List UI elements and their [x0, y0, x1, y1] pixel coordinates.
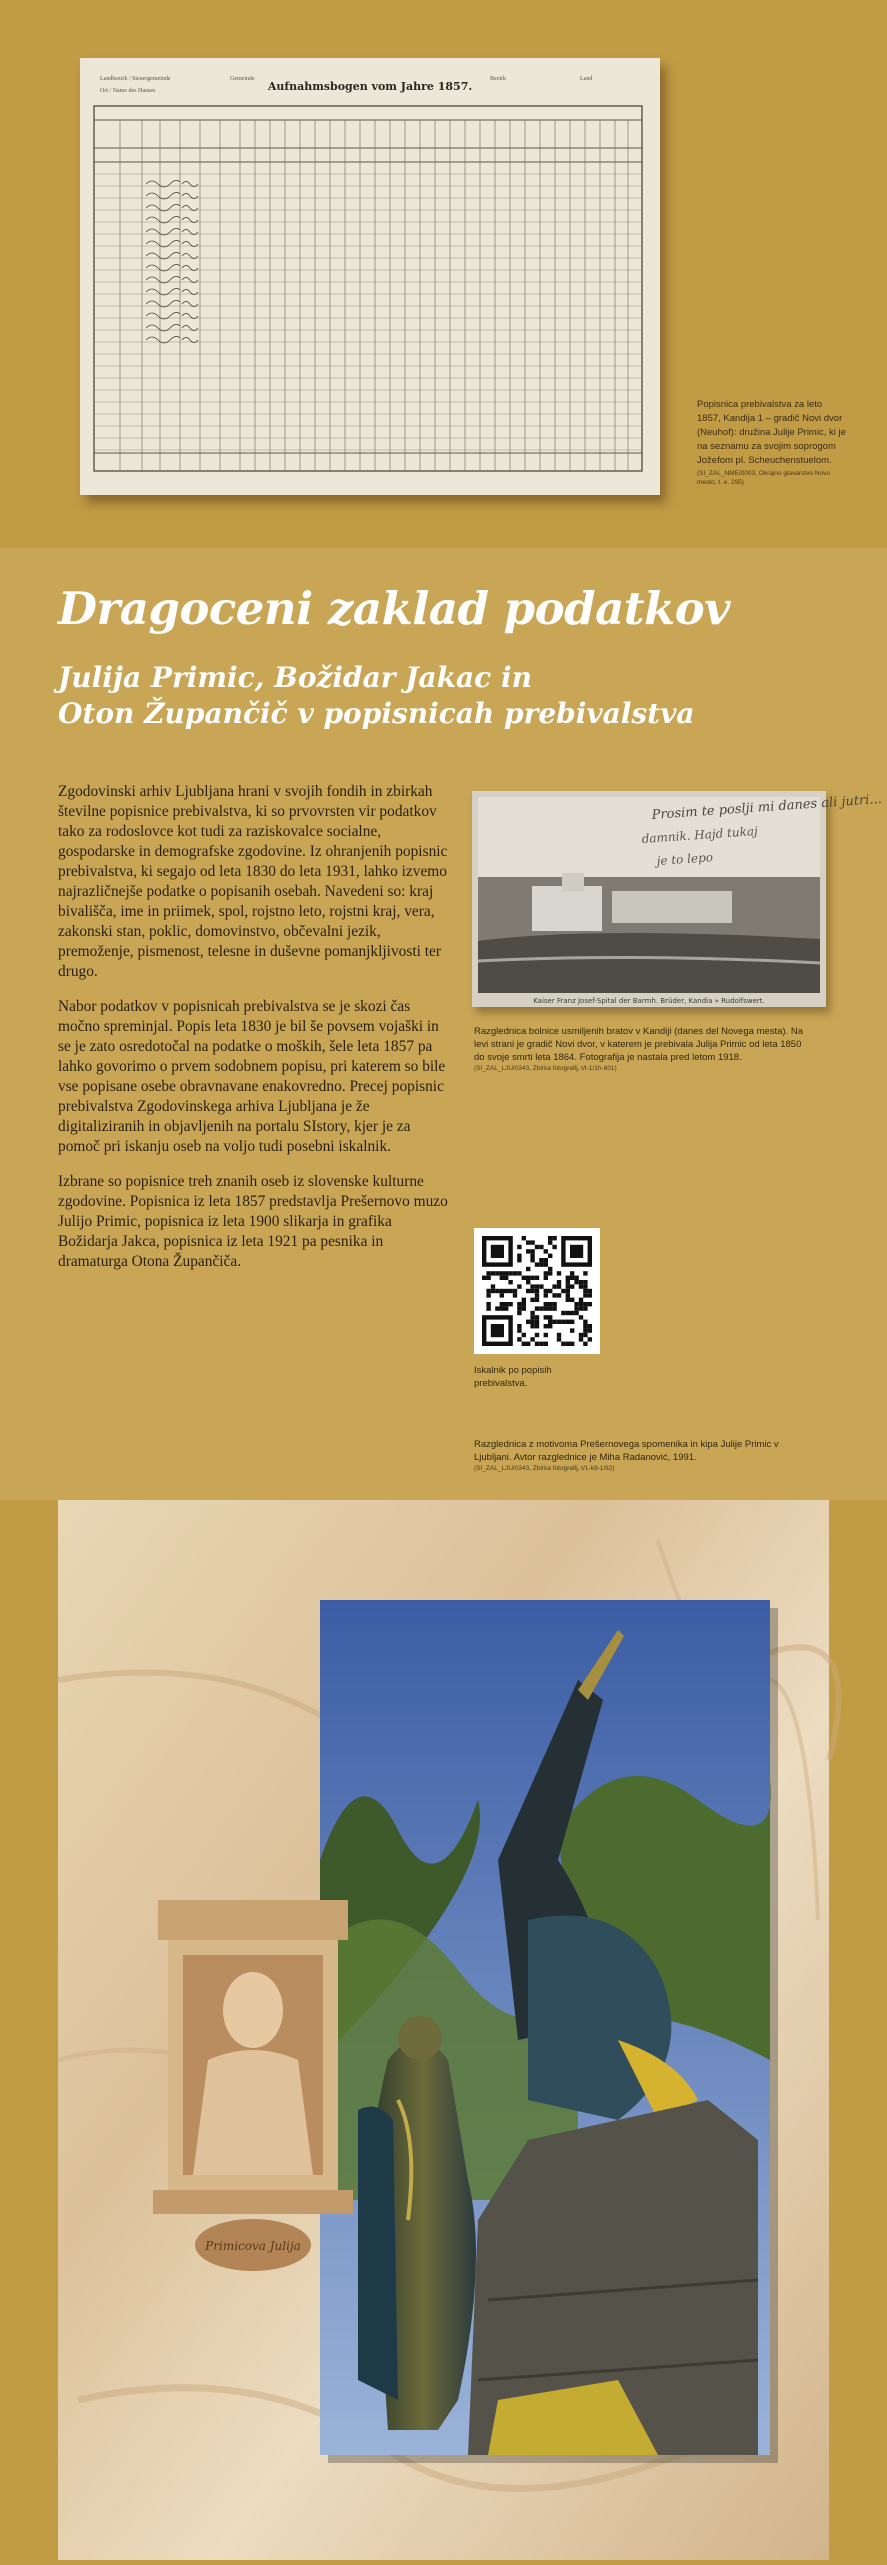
body-text [58, 782, 450, 1287]
svg-text:Landbezirk / Steuergemeinde: Landbezirk / Steuergemeinde [100, 76, 171, 82]
page-subtitle [58, 660, 778, 732]
postcard-caption-text: Razglednica bolnice usmiljenih bratov v Kandiji (danes del Novega mesta). Na levi strani je gradič Novi dvor, v katerem je prebivala Julija Primic od leta 1850 do svoje smrti leta 1864. Fotografija je nastala pred letom 1918. [474, 1026, 803, 1063]
census-caption [697, 398, 847, 487]
svg-text:Gemeinde: Gemeinde [230, 76, 255, 82]
census-caption-text: Popisnica prebivalstva za leto 1857, Kandija 1 – gradič Novi dvor (Neuhof): družina Julije Primic, ki je na seznamu za svojim soprogom Jožefom pl. Scheuchenstuelom. [697, 399, 846, 466]
postcard-caption-source: (SI_ZAL_LJU/0343, Zbirka fotografij, t/t-1/1h-601) [474, 1065, 617, 1072]
postcard-printed-caption: Kaiser Franz Josef-Spital der Barmh. Brüder, Kandia » Rudolfswert. [533, 997, 765, 1005]
subtitle-line-2: Oton Župančič v popisnicah prebivalstva [58, 697, 695, 730]
monument-caption [474, 1438, 804, 1473]
monument-photo [58, 1500, 829, 2560]
census-heading: Aufnahmsbogen vom Jahre 1857. [267, 80, 473, 93]
census-caption-source: (SI_ZAL_NME/0003, Okrajno glavarstvo Novo mesto, t. e. 295) [697, 470, 830, 486]
hospital-postcard-image [472, 791, 883, 1007]
svg-text:je to lepo: je to lepo [656, 850, 714, 868]
paragraph-3: Izbrane so popisnice treh znanih oseb iz slovenske kulturne zgodovine. Popisnica iz leta 1857 predstavlja Prešernovo muzo Julijo Primic, popisnica iz leta 1900 slikarja in grafika Božidarja Jakca, popisnica iz leta 1921 pa pesnika in dramaturga Otona Župančiča. [58, 1173, 448, 1270]
svg-text:Bezirk: Bezirk [490, 76, 506, 82]
monument-caption-text: Razglednica z motivoma Prešernovega spomenika in kipa Julije Primic v Ljubljani. Avtor razglednice je Miha Radanović, 1991. [474, 1439, 779, 1463]
svg-text:Land: Land [580, 76, 593, 82]
postcard-caption [474, 1025, 804, 1073]
subtitle-line-1: Julija Primic, Božidar Jakac in [58, 661, 532, 694]
paragraph-2: Nabor podatkov v popisnicah prebivalstva se je skozi čas močno spreminjal. Popis leta 1830 je bil še povsem vojaški in se je zato osredotočal na podatke o moških, šele leta 1857 pa lahko govorimo o prvem sodobnem popisu, pri katerem so bile vse popisane osebe obravnavane enakovredno. Precej popisnic prebivalstva Zgodovinskega arhiva Ljubljana je že digitaliziranih in objavljenih na portalu SIstory, kjer je za pomoč pri iskanju oseb na voljo tudi posebni iskalnik. [58, 998, 446, 1155]
census-form-image [80, 58, 660, 495]
plaque-text: Primicova Julija [205, 2239, 301, 2253]
qr-caption-line-2: prebivalstva. [474, 1378, 528, 1389]
svg-text:damnik. Hajd tukaj: damnik. Hajd tukaj [641, 823, 759, 846]
monument-caption-source: (SI_ZAL_LJU/0343, Zbirka fotografij, t/1-k9-1/82) [474, 1465, 615, 1472]
paragraph-1: Zgodovinski arhiv Ljubljana hrani v svojih fondih in zbirkah številne popisnice prebivalstva, ki so prvovrsten vir podatkov tako za rodoslovce kot tudi za raziskovalce socialne, gospodarske in demografske zgodovine. Iz ohranjenih popisnic prebivalstva, ki segajo od leta 1830 do leta 1931, lahko izvemo najrazličnejše podatke o popisanih osebah. Navedeni so: kraj bivališča, ime in priimek, spol, rojstno leto, rojstni kraj, vera, zakonski stan, poklic, domovinstvo, občevalni jezik, premoženje, pismenost, telesne in duševne pomanjkljivosti ter drugo. [58, 783, 448, 980]
qr-caption-line-1: Iskalnik po popisih [474, 1365, 552, 1376]
qr-caption [474, 1364, 594, 1390]
qr-code[interactable] [474, 1228, 600, 1354]
svg-text:Ort / Name des Hauses: Ort / Name des Hauses [100, 88, 156, 94]
postcard-handwriting: Prosim te poslji mi danes ali jutri... [651, 791, 883, 823]
page-title: Dragoceni zaklad podatkov [58, 582, 730, 635]
